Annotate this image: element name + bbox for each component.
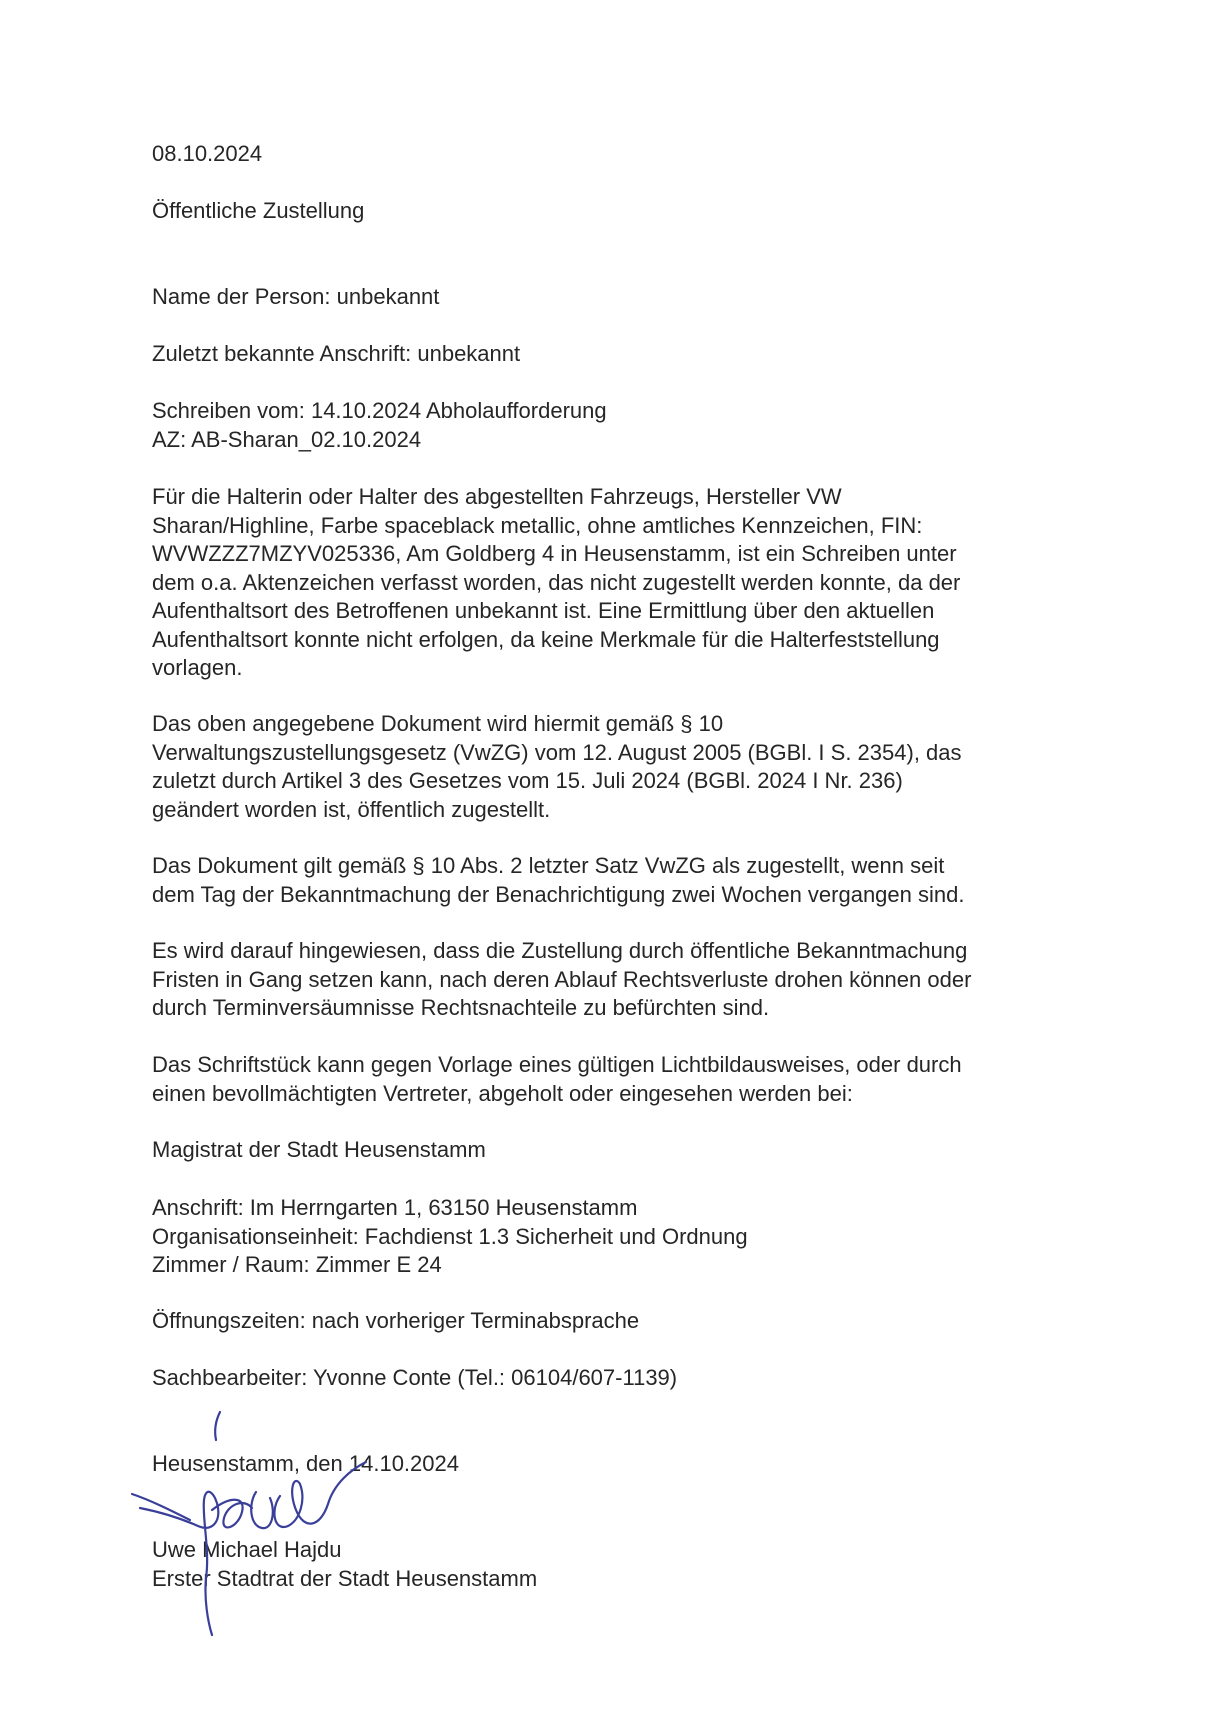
- signatory-role: Erster Stadtrat der Stadt Heusenstamm: [152, 1565, 538, 1591]
- paragraph-line: Das Dokument gilt gemäß § 10 Abs. 2 letzter Satz VwZG als zugestellt, wenn seit: [152, 853, 945, 878]
- letter-title: Öffentliche Zustellung: [152, 198, 365, 223]
- paragraph-line: Aufenthaltsort konnte nicht erfolgen, da keine Merkmale für die Halterfeststellung: [152, 626, 940, 652]
- paragraph-line: dem o.a. Aktenzeichen verfasst worden, das nicht zugestellt werden konnte, da der: [152, 569, 961, 595]
- paragraph-vehicle: [152, 483, 1092, 683]
- paragraph-line: durch Terminversäumnisse Rechtsnachteile zu befürchten sind.: [152, 995, 770, 1020]
- paragraph-line: zuletzt durch Artikel 3 des Gesetzes vom 15. Juli 2024 (BGBl. 2024 I Nr. 236): [152, 768, 903, 793]
- contact-unit: Organisationseinheit: Fachdienst 1.3 Sicherheit und Ordnung: [152, 1223, 748, 1249]
- paragraph-line: vorlagen.: [152, 655, 243, 680]
- paragraph-line: einen bevollmächtigten Vertreter, abgeholt oder eingesehen werden bei:: [152, 1080, 853, 1106]
- paragraph-line: Es wird darauf hingewiesen, dass die Zustellung durch öffentliche Bekanntmachung: [152, 938, 968, 963]
- name-line: Name der Person: unbekannt: [152, 284, 440, 309]
- letter-reference-date: Schreiben vom: 14.10.2024 Abholaufforderung: [152, 398, 607, 423]
- opening-hours: Öffnungszeiten: nach vorheriger Terminabsprache: [152, 1308, 640, 1333]
- letter-reference: [152, 397, 1092, 454]
- signatory-name: Uwe Michael Hajdu: [152, 1537, 342, 1562]
- office-name: Magistrat der Stadt Heusenstamm: [152, 1137, 486, 1162]
- paragraph-line: Fristen in Gang setzen kann, nach deren Ablauf Rechtsverluste drohen können oder: [152, 966, 972, 992]
- paragraph-line: Verwaltungszustellungsgesetz (VwZG) vom 12. August 2005 (BGBl. I S. 2354), das: [152, 739, 962, 765]
- paragraph-line: Das Schriftstück kann gegen Vorlage eines gültigen Lichtbildausweises, oder durch: [152, 1052, 962, 1077]
- paragraph-line: Aufenthaltsort des Betroffenen unbekannt ist. Eine Ermittlung über den aktuellen: [152, 598, 935, 623]
- paragraph-line: WVWZZZ7MZYV025336, Am Goldberg 4 in Heusenstamm, ist ein Schreiben unter: [152, 541, 957, 566]
- contact-room: Zimmer / Raum: Zimmer E 24: [152, 1252, 442, 1277]
- paragraph-line: Für die Halterin oder Halter des abgestellten Fahrzeugs, Hersteller VW: [152, 484, 842, 509]
- paragraph-legal-basis: [152, 710, 1092, 824]
- clerk-contact: Sachbearbeiter: Yvonne Conte (Tel.: 06104/607-1139): [152, 1365, 678, 1390]
- paragraph-delivery-rule: [152, 852, 1092, 909]
- paragraph-line: Sharan/Highline, Farbe spaceblack metallic, ohne amtliches Kennzeichen, FIN:: [152, 512, 923, 538]
- paragraph-line: Das oben angegebene Dokument wird hiermit gemäß § 10: [152, 711, 724, 736]
- address-line: Zuletzt bekannte Anschrift: unbekannt: [152, 341, 521, 366]
- paragraph-line: dem Tag der Bekanntmachung der Benachrichtigung zwei Wochen vergangen sind.: [152, 881, 965, 907]
- contact-address: Anschrift: Im Herrngarten 1, 63150 Heusenstamm: [152, 1195, 638, 1220]
- paragraph-pickup: [152, 1051, 1092, 1108]
- letter-date: 08.10.2024: [152, 141, 263, 166]
- contact-block: [152, 1194, 1092, 1280]
- paragraph-deadlines-notice: [152, 937, 1092, 1023]
- handwritten-signature: [120, 1400, 380, 1640]
- place-and-date: Heusenstamm, den 14.10.2024: [152, 1451, 459, 1476]
- file-number: AZ: AB-Sharan_02.10.2024: [152, 426, 422, 452]
- paragraph-line: geändert worden ist, öffentlich zugestellt.: [152, 796, 551, 822]
